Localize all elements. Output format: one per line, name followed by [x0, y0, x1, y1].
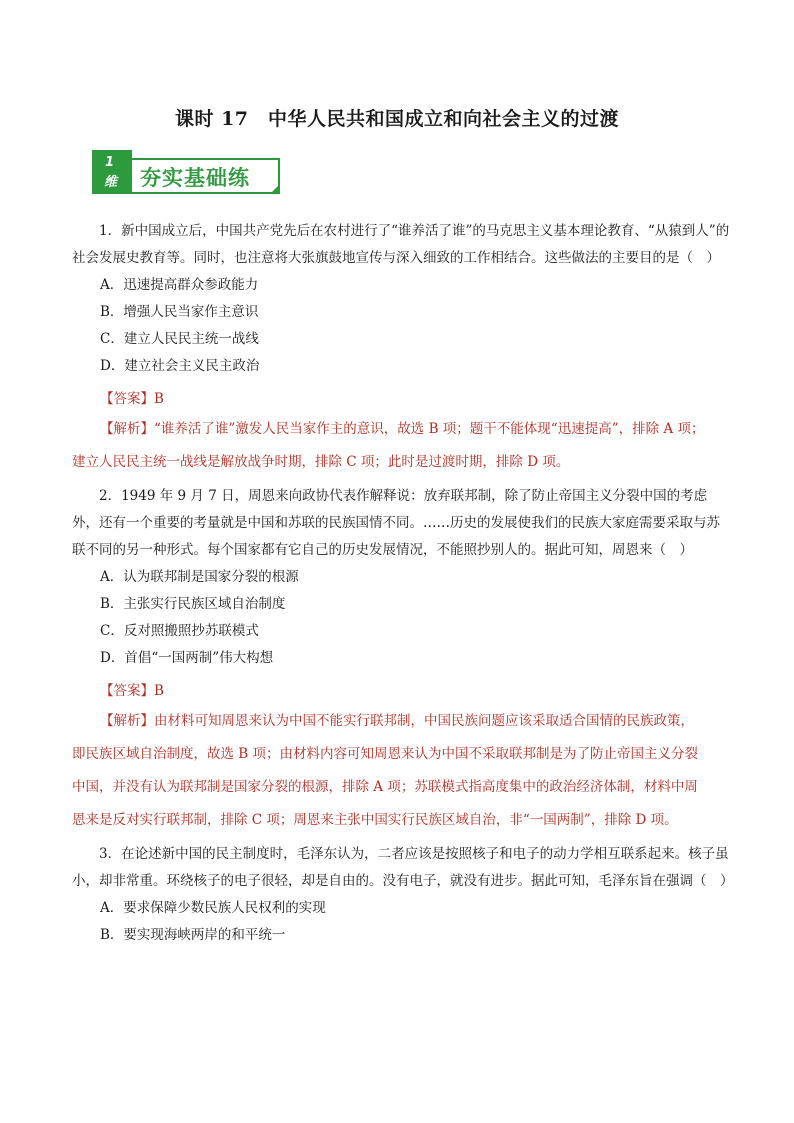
question-2-analysis-cont-1: 即民族区域自治制度，故选 B 项；由材料内容可知周恩来认为中国不采取联邦制是为了防止帝国主义分裂	[72, 746, 699, 762]
question-1-analysis-cont: 建立人民民主统一战线是解放战争时期，排除 C 项；此时是过渡时期，排除 D 项。	[72, 454, 570, 470]
question-2-answer	[72, 678, 732, 705]
question-3-option-a: A．要求保障少数民族人民权利的实现	[100, 900, 326, 916]
page-title: 课时 17 中华人民共和国成立和向社会主义的过渡	[174, 108, 620, 130]
section-number-block	[92, 150, 132, 194]
section-badge	[92, 150, 288, 194]
analysis-label: 【解析】	[100, 421, 154, 437]
question-3-option-b: B．要实现海峡两岸的和平统一	[100, 927, 286, 943]
corner-triangle-icon	[270, 184, 280, 194]
question-1-stem: 1．新中国成立后，中国共产党先后在农村进行了“谁养活了谁”的马克思主义基本理论教育、“从猿到人”的社会发展史教育等。同时，也注意将大张旗鼓地宣传与深入细致的工作相结合。这些做法的主要目的是（ ）	[72, 223, 730, 266]
question-3-stem: 3．在论述新中国的民主制度时，毛泽东认为，二者应该是按照核子和电子的动力学相互联系起来。核子虽小，却非常重。环绕核子的电子很轻，却是自由的。没有电子，就没有进步。据此可知，毛泽东旨在强调（ ）	[72, 846, 734, 889]
question-1-answer	[72, 386, 732, 413]
answer-value: B	[154, 683, 164, 699]
answer-value: B	[154, 391, 164, 407]
question-1-analysis	[72, 413, 732, 446]
answer-label: 【答案】	[100, 683, 154, 699]
section-number: 1	[105, 155, 115, 170]
question-2-analysis	[72, 705, 732, 738]
section-label: 夯实基础练	[140, 166, 250, 190]
section-wei: 维	[104, 175, 118, 190]
question-2-stem: 2．1949 年 9 月 7 日，周恩来向政协代表作解释说：放弃联邦制，除了防止帝国主义分裂中国的考虑外，还有一个重要的考量就是中国和苏联的民族国情不同。……历史的发展使我们的民族大家庭需要采取与苏联不同的另一种形式。每个国家都有它自己的历史发展情况，不能照抄别人的。据此可知，周恩来（ ）	[72, 488, 720, 558]
question-2-option-d: D．首倡“一国两制”伟大构想	[100, 650, 274, 666]
analysis-label: 【解析】	[100, 713, 154, 729]
question-2-option-b: B．主张实行民族区域自治制度	[100, 596, 286, 612]
question-2-option-a: A．认为联邦制是国家分裂的根源	[100, 569, 299, 585]
question-2-option-c: C．反对照搬照抄苏联模式	[100, 623, 259, 639]
question-1-option-c: C．建立人民民主统一战线	[100, 331, 259, 347]
answer-label: 【答案】	[100, 391, 154, 407]
questions	[72, 218, 732, 949]
question-2-analysis-cont-3: 恩来是反对实行联邦制，排除 C 项；周恩来主张中国实行民族区域自治，非“一国两制”，排除 D 项。	[72, 812, 678, 828]
section-label-box	[132, 158, 280, 194]
question-2-analysis-cont-2: 中国，并没有认为联邦制是国家分裂的根源，排除 A 项；苏联模式指高度集中的政治经济体制，材料中周	[72, 779, 698, 795]
question-1-option-a: A．迅速提高群众参政能力	[100, 277, 259, 293]
analysis-text: “谁养活了谁”激发人民当家作主的意识，故选 B 项；题干不能体现“迅速提高”，排除 A 项；	[154, 421, 705, 437]
analysis-text: 由材料可知周恩来认为中国不能实行联邦制，中国民族问题应该采取适合国情的民族政策，	[154, 713, 694, 729]
question-1-option-d: D．建立社会主义民主政治	[100, 358, 260, 374]
question-1-option-b: B．增强人民当家作主意识	[100, 304, 259, 320]
